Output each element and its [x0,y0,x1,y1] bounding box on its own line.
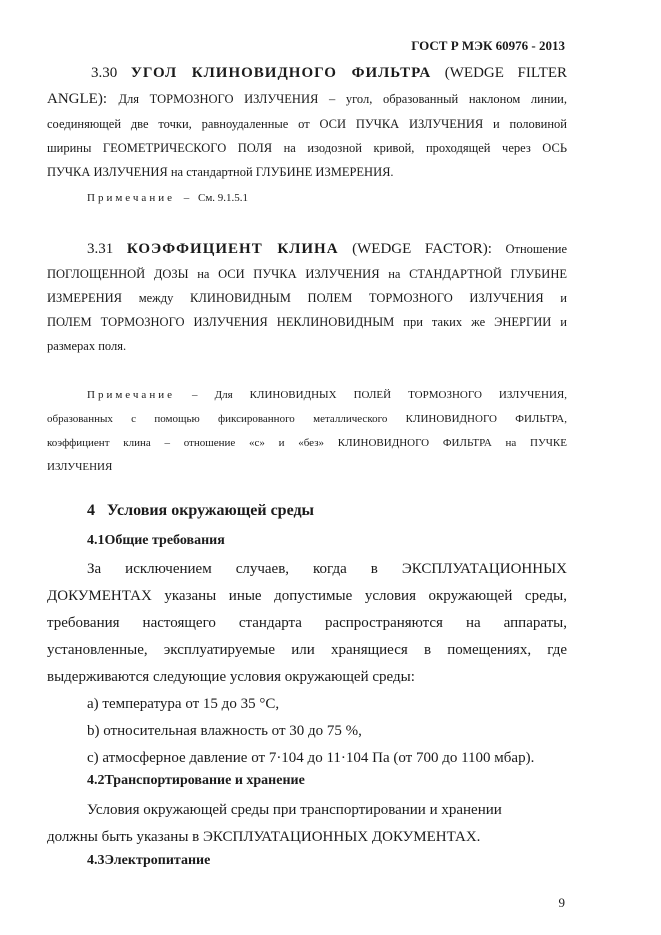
standard-header: ГОСТ Р МЭК 60976 - 2013 [411,38,565,53]
subsection-heading-4-2: 4.2Транспортирование и хранение [87,773,305,788]
subsection-heading-4-1: 4.1Общие требования [87,533,225,548]
paragraph-line: требования настоящего стандарта распространяются на аппараты, [47,615,567,631]
definition-text: ПУЧКА ИЗЛУЧЕНИЯ на стандартной ГЛУБИНЕ ИЗМЕРЕНИЯ. [47,165,394,179]
subsection-heading-4-3: 4.3Электропитание [87,853,211,868]
definition-3-31-line-1 [47,236,567,262]
note-3-31 [47,383,567,479]
definition-text: Отношение [505,242,568,256]
paragraph-line: За исключением случаев, когда в ЭКСПЛУАТАЦИОННЫХ [87,561,567,577]
list-item-temperature: a) температура от 15 до 35 °C, [87,696,280,712]
definition-3-31 [47,236,567,358]
definition-text: ПОЛЕМ ТОРМОЗНОГО ИЗЛУЧЕНИЯ НЕКЛИНОВИДНЫМ при таких же ЭНЕРГИИ и [47,315,567,329]
definition-text: ПОГЛОЩЕННОЙ ДОЗЫ на ОСИ ПУЧКА ИЗЛУЧЕНИЯ на СТАНДАРТНОЙ ГЛУБИНЕ [47,267,567,281]
conditions-list [47,691,567,772]
note-text: коэффициент клина – отношение «с» и «без» КЛИНОВИДНОГО ФИЛЬТРА на ПУЧКЕ [47,437,567,449]
list-item-pressure: c) атмосферное давление от 7·104 до 11·104 Па (от 700 до 1100 мбар). [87,750,535,766]
paragraph-line: должны быть указаны в ЭКСПЛУАТАЦИОННЫХ ДОКУМЕНТАХ. [47,829,481,845]
note-text: См. 9.1.5.1 [197,192,249,204]
definition-english-term-end: ANGLE): [47,91,107,107]
paragraph-line: установленные, эксплуатируемые или хранящиеся в помещениях, где [47,642,567,658]
paragraph-general-requirements [47,556,567,691]
definition-3-30 [47,60,567,184]
definition-english-term: (WEDGE FILTER [444,65,567,81]
note-label: Примечание [87,389,175,401]
definition-3-30-line-1 [47,60,567,86]
definition-term: УГОЛ КЛИНОВИДНОГО ФИЛЬТРА [130,65,432,81]
definition-text: Для ТОРМОЗНОГО ИЗЛУЧЕНИЯ – угол, образованный наклоном линии, [118,92,567,106]
note-text: – Для КЛИНОВИДНЫХ ПОЛЕЙ ТОРМОЗНОГО ИЗЛУЧЕНИЯ, [192,389,567,401]
definition-english-term: (WEDGE FACTOR): [352,241,492,257]
definition-text: соединяющей две точки, равноудаленные от ОСИ ПУЧКА ИЗЛУЧЕНИЯ и половиной [47,117,567,131]
note-3-30 [47,186,567,210]
definition-3-30-line-2 [47,86,567,112]
definition-number: 3.30 [91,65,118,81]
definition-term: КОЭФФИЦИЕНТ КЛИНА [126,241,339,257]
definition-number: 3.31 [87,241,114,257]
definition-text: ИЗМЕРЕНИЯ между КЛИНОВИДНЫМ ПОЛЕМ ТОРМОЗНОГО ИЗЛУЧЕНИЯ и [47,291,567,305]
definition-text: ширины ГЕОМЕТРИЧЕСКОГО ПОЛЯ на изодозной кривой, проходящей через ОСЬ [47,141,567,155]
section-heading: 4 Условия окружающей среды [87,502,315,519]
note-text: ИЗЛУЧЕНИЯ [47,461,113,473]
paragraph-transport-storage [47,797,567,851]
paragraph-line: ДОКУМЕНТАХ указаны иные допустимые условия окружающей среды, [47,588,567,604]
definition-text: размерах поля. [47,339,127,353]
list-item-humidity: b) относительная влажность от 30 до 75 %, [87,723,362,739]
paragraph-line: Условия окружающей среды при транспортировании и хранении [87,802,502,818]
note-line-1 [47,383,567,407]
note-dash: – [183,192,190,204]
note-text: образованных с помощью фиксированного металлического КЛИНОВИДНОГО ФИЛЬТРА, [47,413,567,425]
page-number: 9 [558,895,565,910]
note-label: Примечание [87,192,175,204]
paragraph-line: выдерживаются следующие условия окружающей среды: [47,669,415,685]
